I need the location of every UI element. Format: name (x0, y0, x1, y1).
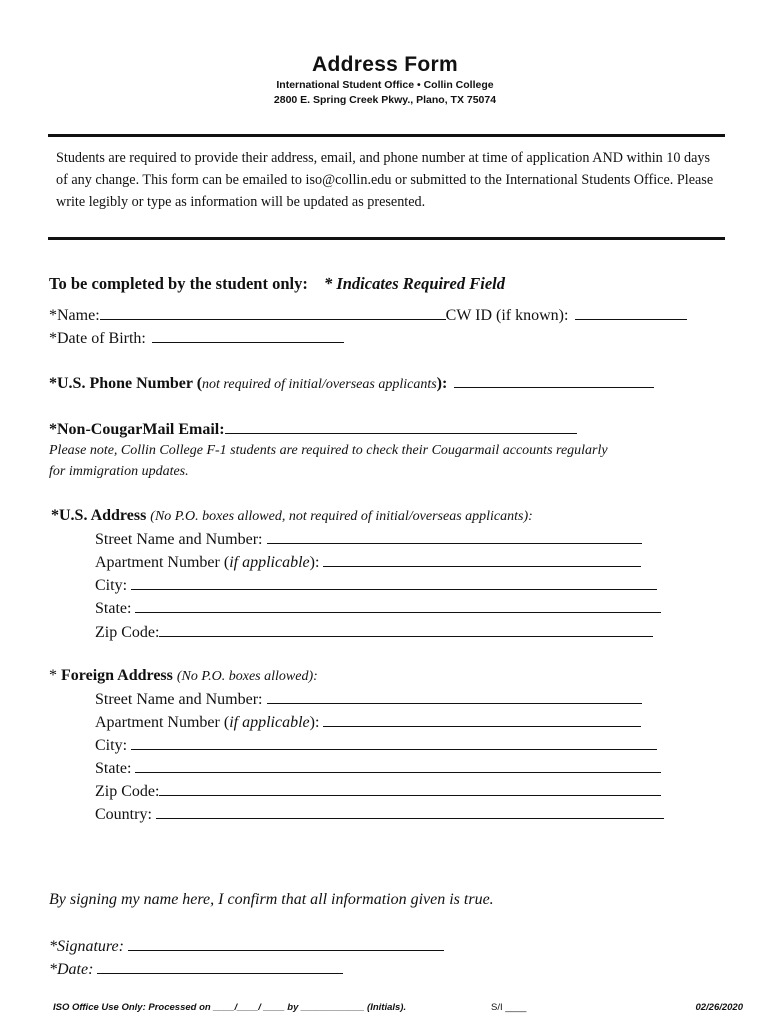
us-state-label: State: (95, 600, 132, 617)
foreign-street-field[interactable] (267, 688, 642, 704)
section-heading: To be completed by the student only: (49, 274, 308, 293)
us-zip-row (95, 621, 653, 644)
email-note-2: for immigration updates. (49, 464, 189, 479)
cwid-field[interactable] (575, 304, 687, 320)
foreign-address-label: Foreign Address (61, 667, 173, 684)
us-state-field[interactable] (135, 597, 661, 613)
foreign-country-label: Country: (95, 806, 152, 823)
foreign-state-label: State: (95, 760, 132, 777)
us-apt-label: Apartment Number ( (95, 554, 230, 571)
foreign-apt-if: if applicable (229, 714, 310, 731)
revision-date: 02/26/2020 (695, 1002, 743, 1013)
required-note: * Indicates Required Field (323, 274, 505, 293)
phone-field[interactable] (454, 372, 654, 388)
signature-label: *Signature: (49, 938, 124, 955)
foreign-address-star: * (49, 667, 61, 684)
office-address: 2800 E. Spring Creek Pkwy., Plano, TX 75074 (273, 94, 497, 106)
foreign-address-note: (No P.O. boxes allowed): (176, 669, 318, 684)
email-field[interactable] (225, 418, 577, 434)
si-field: S/I ____ (491, 1002, 527, 1013)
form-header (0, 52, 770, 108)
us-address-note: (No P.O. boxes allowed, not required of initial/overseas applicants): (150, 509, 533, 524)
dob-label: *Date of Birth: (49, 330, 146, 347)
us-street-field[interactable] (267, 528, 642, 544)
foreign-city-field[interactable] (131, 734, 657, 750)
us-zip-field[interactable] (159, 621, 653, 637)
top-divider (48, 134, 725, 137)
foreign-street-row (95, 688, 642, 711)
date-field[interactable] (97, 958, 343, 974)
cwid-label: CW ID (if known): (445, 307, 569, 324)
name-field[interactable] (100, 304, 446, 320)
foreign-country-field[interactable] (156, 803, 664, 819)
us-apt-if: if applicable (229, 554, 310, 571)
email-row (49, 418, 577, 441)
us-street-label: Street Name and Number: (95, 531, 263, 548)
dob-field[interactable] (152, 327, 344, 343)
us-address-label: *U.S. Address (51, 507, 147, 524)
foreign-state-row (95, 757, 661, 780)
us-apt-field[interactable] (323, 551, 641, 567)
us-apt-close: ): (309, 554, 320, 571)
foreign-apt-field[interactable] (323, 711, 641, 727)
signature-row (49, 935, 444, 958)
foreign-country-row (95, 803, 664, 826)
foreign-address-heading (49, 665, 318, 688)
signature-field[interactable] (128, 935, 444, 951)
us-city-field[interactable] (131, 574, 657, 590)
phone-label: *U.S. Phone Number ( (49, 375, 203, 392)
dob-row (49, 327, 344, 350)
name-label: *Name: (49, 307, 100, 324)
phone-row (49, 372, 654, 396)
section-heading-line (49, 273, 505, 295)
foreign-zip-label: Zip Code: (95, 783, 160, 800)
email-label: *Non-CougarMail Email: (49, 421, 225, 438)
foreign-apt-row (95, 711, 641, 734)
us-apt-row (95, 551, 641, 574)
form-title: Address Form (312, 53, 458, 76)
foreign-street-label: Street Name and Number: (95, 691, 263, 708)
confirmation-statement: By signing my name here, I confirm that all information given is true. (49, 891, 494, 908)
bottom-divider (48, 237, 725, 240)
date-row (49, 958, 343, 981)
us-address-heading (51, 505, 533, 528)
foreign-state-field[interactable] (135, 757, 661, 773)
foreign-apt-close: ): (309, 714, 320, 731)
us-state-row (95, 597, 661, 620)
us-city-row (95, 574, 657, 597)
us-street-row (95, 528, 642, 551)
foreign-city-label: City: (95, 737, 128, 754)
foreign-apt-label: Apartment Number ( (95, 714, 230, 731)
foreign-zip-row (95, 780, 661, 803)
email-note-1: Please note, Collin College F-1 students are required to check their Cougarmail accounts regularly (49, 443, 608, 458)
us-zip-label: Zip Code: (95, 624, 160, 641)
intro-text: Students are required to provide their address, email, and phone number at time of application AND within 10 days of any change. This form can be emailed to iso@collin.edu or submitted to the International Students Office. Please write legibly or type as information will be updated as presented. (56, 150, 714, 210)
office-name: International Student Office • Collin College (276, 79, 494, 91)
us-city-label: City: (95, 577, 128, 594)
foreign-city-row (95, 734, 657, 757)
office-use-text: ISO Office Use Only: Processed on ____/____/ ____ by ____________ (Initials). (53, 1002, 407, 1013)
name-row (49, 304, 687, 327)
foreign-zip-field[interactable] (159, 780, 661, 796)
date-label: *Date: (49, 961, 94, 978)
phone-label-close: ): (436, 375, 448, 392)
phone-note: not required of initial/overseas applicants (202, 377, 437, 392)
